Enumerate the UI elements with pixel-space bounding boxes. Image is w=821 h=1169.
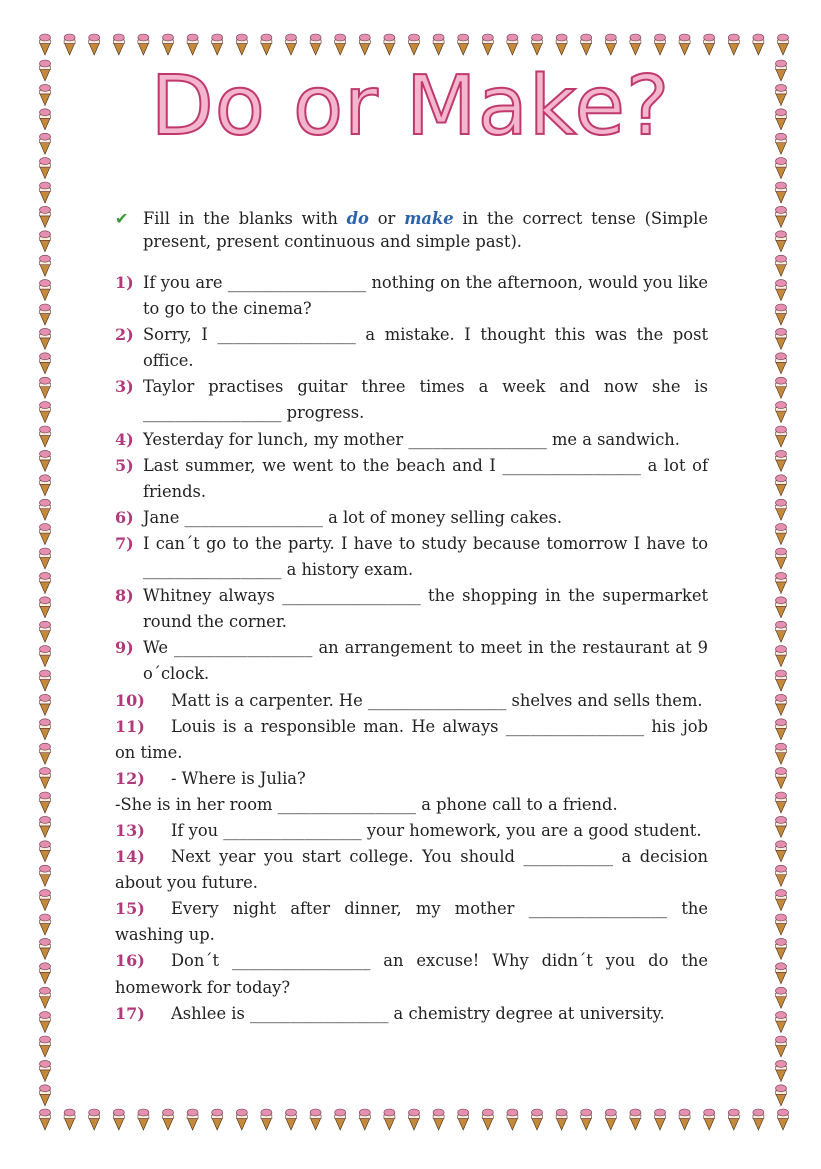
question-number: 2): [115, 325, 134, 345]
question-text: Every night after dinner, my mother _________________ the washing up.: [115, 899, 708, 945]
ice-cream-cone-icon: [776, 377, 787, 398]
ice-cream-cone-icon: [776, 768, 787, 789]
question-number: 4): [115, 429, 134, 449]
ice-cream-cone-icon: [40, 768, 51, 789]
ice-cream-cone-icon: [778, 1109, 789, 1130]
ice-cream-cone-icon: [40, 963, 51, 984]
ice-cream-cone-icon: [40, 841, 51, 862]
question-15: [115, 896, 708, 948]
ice-cream-cone-icon: [776, 158, 787, 179]
ice-cream-cone-icon: [212, 34, 223, 55]
ice-cream-cone-icon: [679, 1109, 690, 1130]
ice-cream-cone-icon: [581, 34, 592, 55]
ice-cream-cone-icon: [776, 987, 787, 1008]
question-number: 3): [115, 377, 134, 397]
ice-cream-cone-icon: [40, 182, 51, 203]
ice-cream-cone-icon: [679, 34, 690, 55]
ice-cream-cone-icon: [40, 719, 51, 740]
ice-cream-cone-icon: [776, 450, 787, 471]
ice-cream-cone-icon: [40, 1012, 51, 1033]
ice-cream-cone-icon: [458, 1109, 469, 1130]
ice-cream-cone-icon: [776, 1085, 787, 1106]
ice-cream-cone-icon: [40, 1036, 51, 1057]
ice-cream-cone-icon: [776, 304, 787, 325]
ice-cream-cone-icon: [89, 1109, 100, 1130]
ice-cream-cone-icon: [776, 548, 787, 569]
ice-cream-cone-icon: [728, 34, 739, 55]
ice-cream-cone-icon: [776, 865, 787, 886]
ice-cream-cone-icon: [776, 1060, 787, 1081]
question-text: -She is in her room _________________ a phone call to a friend.: [115, 794, 618, 814]
question-text: I can´t go to the party. I have to study because tomorrow I have to _________________ a history exam.: [143, 533, 708, 580]
question-number: 7): [115, 533, 134, 553]
ice-cream-cone-icon: [40, 1060, 51, 1081]
ice-cream-cone-icon: [776, 426, 787, 447]
question-9: [115, 635, 708, 687]
question-number: 6): [115, 507, 134, 527]
question-number: 16): [115, 951, 145, 971]
ice-cream-cone-icon: [776, 743, 787, 764]
question-number: 10): [115, 690, 145, 710]
ice-cream-cone-icon: [286, 34, 297, 55]
question-17: [115, 1001, 708, 1027]
ice-cream-cone-icon: [40, 450, 51, 471]
ice-cream-cone-icon: [776, 597, 787, 618]
ice-cream-cone-icon: [458, 34, 469, 55]
ice-cream-cone-icon: [605, 34, 616, 55]
ice-cream-cone-icon: [335, 1109, 346, 1130]
question-12-answer-line: [115, 792, 708, 818]
ice-cream-cone-icon: [40, 987, 51, 1008]
ice-cream-cone-icon: [507, 1109, 518, 1130]
ice-cream-cone-icon: [40, 816, 51, 837]
ice-cream-cone-icon: [776, 353, 787, 374]
ice-cream-cone-icon: [776, 524, 787, 545]
question-4: [115, 427, 708, 453]
ice-cream-cone-icon: [433, 1109, 444, 1130]
ice-cream-cone-icon: [64, 1109, 75, 1130]
ice-cream-cone-icon: [605, 1109, 616, 1130]
page-title: Do or Make?: [150, 59, 671, 154]
ice-cream-cone-icon: [776, 816, 787, 837]
question-text: Last summer, we went to the beach and I _________________ a lot of friends.: [143, 455, 708, 501]
question-3: [115, 374, 708, 426]
question-text: If you are _________________ nothing on the afternoon, would you like to go to the cinema?: [143, 273, 708, 319]
ice-cream-cone-icon: [776, 182, 787, 203]
ice-cream-cone-icon: [40, 597, 51, 618]
ice-cream-cone-icon: [776, 206, 787, 227]
question-number: 11): [115, 716, 145, 736]
ice-cream-cone-icon: [163, 34, 174, 55]
question-16: [115, 948, 708, 1000]
ice-cream-cone-icon: [40, 524, 51, 545]
ice-cream-cone-icon: [261, 1109, 272, 1130]
ice-cream-cone-icon: [581, 1109, 592, 1130]
question-text: Ashlee is _________________ a chemistry degree at university.: [171, 1003, 665, 1023]
ice-cream-cone-icon: [40, 743, 51, 764]
ice-cream-cone-icon: [40, 328, 51, 349]
question-text: We _________________ an arrangement to meet in the restaurant at 9 o´clock.: [143, 638, 708, 684]
ice-cream-cone-icon: [64, 34, 75, 55]
ice-cream-cone-icon: [776, 792, 787, 813]
ice-cream-cone-icon: [776, 402, 787, 423]
question-text: Louis is a responsible man. He always _________________ his job on time.: [115, 716, 708, 762]
ice-cream-cone-icon: [776, 938, 787, 959]
question-number: 9): [115, 638, 134, 658]
ice-cream-cone-icon: [482, 34, 493, 55]
ice-cream-cone-icon: [40, 621, 51, 642]
ice-cream-cone-icon: [40, 280, 51, 301]
ice-cream-cone-icon: [776, 1012, 787, 1033]
ice-cream-cone-icon: [433, 34, 444, 55]
ice-cream-cone-icon: [40, 938, 51, 959]
question-text: Whitney always _________________ the shopping in the supermarket round the corner.: [143, 586, 708, 632]
ice-cream-cone-icon: [778, 34, 789, 55]
ice-cream-cone-icon: [138, 34, 149, 55]
ice-cream-cone-icon: [507, 34, 518, 55]
ice-cream-cone-icon: [776, 255, 787, 276]
ice-cream-cone-icon: [728, 1109, 739, 1130]
ice-cream-cone-icon: [40, 548, 51, 569]
ice-cream-cone-icon: [630, 1109, 641, 1130]
ice-cream-cone-icon: [40, 914, 51, 935]
question-14: [115, 844, 708, 896]
ice-cream-cone-icon: [359, 1109, 370, 1130]
question-2: [115, 322, 708, 374]
question-13: [115, 818, 708, 844]
ice-cream-cone-icon: [704, 1109, 715, 1130]
ice-cream-cone-icon: [630, 34, 641, 55]
question-number: 17): [115, 1003, 145, 1023]
ice-cream-cone-icon: [556, 34, 567, 55]
ice-cream-cone-icon: [163, 1109, 174, 1130]
question-text: Taylor practises guitar three times a week and now she is _________________ progress.: [143, 377, 708, 423]
ice-cream-cone-icon: [776, 841, 787, 862]
question-text: Jane _________________ a lot of money selling cakes.: [143, 507, 562, 527]
ice-cream-cone-icon: [40, 865, 51, 886]
ice-cream-cone-icon: [704, 34, 715, 55]
question-8: [115, 583, 708, 635]
question-6: [115, 505, 708, 531]
ice-cream-cone-icon: [776, 499, 787, 520]
ice-cream-cone-icon: [89, 34, 100, 55]
question-7: [115, 531, 708, 583]
ice-cream-cone-icon: [40, 646, 51, 667]
ice-cream-cone-icon: [776, 914, 787, 935]
ice-cream-cone-icon: [286, 1109, 297, 1130]
ice-cream-cone-icon: [753, 34, 764, 55]
question-11: [115, 714, 708, 766]
question-number: 5): [115, 455, 134, 475]
ice-cream-cone-icon: [261, 34, 272, 55]
ice-cream-cone-icon: [359, 34, 370, 55]
question-text: Next year you start college. You should ___________ a decision about you future.: [115, 847, 708, 893]
question-text: Yesterday for lunch, my mother _________________ me a sandwich.: [143, 429, 680, 449]
ice-cream-cone-icon: [40, 353, 51, 374]
ice-cream-cone-icon: [335, 34, 346, 55]
ice-cream-cone-icon: [113, 34, 124, 55]
question-text: - Where is Julia?: [171, 768, 306, 788]
ice-cream-cone-icon: [482, 1109, 493, 1130]
ice-cream-cone-icon: [310, 1109, 321, 1130]
keyword-make: make: [404, 209, 454, 228]
ice-cream-cone-icon: [187, 34, 198, 55]
question-10: [115, 688, 708, 714]
ice-cream-cone-icon: [40, 206, 51, 227]
ice-cream-cone-icon: [776, 621, 787, 642]
ice-cream-cone-icon: [187, 1109, 198, 1130]
question-text: Sorry, I _________________ a mistake. I thought this was the post office.: [143, 325, 708, 371]
ice-cream-cone-icon: [776, 231, 787, 252]
ice-cream-cone-icon: [40, 572, 51, 593]
check-mark-icon: ✔: [115, 209, 129, 228]
question-number: 12): [115, 768, 145, 788]
question-1: [115, 270, 708, 322]
ice-cream-cone-icon: [138, 1109, 149, 1130]
ice-cream-cone-icon: [113, 1109, 124, 1130]
ice-cream-cone-icon: [776, 1036, 787, 1057]
question-text: If you _________________ your homework, you are a good student.: [171, 820, 702, 840]
ice-cream-cone-icon: [40, 890, 51, 911]
ice-cream-cone-icon: [409, 1109, 420, 1130]
keyword-do: do: [346, 209, 369, 228]
question-number: 1): [115, 273, 134, 292]
ice-cream-cone-icon: [655, 34, 666, 55]
ice-cream-cone-icon: [776, 646, 787, 667]
question-text: Don´t _________________ an excuse! Why didn´t you do the homework for today?: [115, 951, 708, 997]
ice-cream-cone-icon: [40, 426, 51, 447]
question-5: [115, 453, 708, 505]
ice-cream-cone-icon: [532, 1109, 543, 1130]
ice-cream-cone-icon: [655, 1109, 666, 1130]
question-number: 15): [115, 899, 145, 919]
question-12: [115, 766, 708, 792]
ice-cream-cone-icon: [532, 34, 543, 55]
question-text: Matt is a carpenter. He _________________ shelves and sells them.: [171, 690, 703, 710]
ice-cream-cone-icon: [776, 694, 787, 715]
ice-cream-cone-icon: [40, 158, 51, 179]
question-number: 13): [115, 820, 145, 840]
worksheet-content: [115, 207, 708, 1027]
instructions: ✔ Fill in the blanks with do or make in the correct tense (Simple present, present continuous and simple past).: [115, 209, 708, 251]
ice-cream-cone-icon: [776, 670, 787, 691]
ice-cream-cone-icon: [776, 572, 787, 593]
ice-cream-cone-icon: [40, 34, 51, 55]
ice-cream-cone-icon: [310, 34, 321, 55]
ice-cream-cone-icon: [236, 34, 247, 55]
question-number: 8): [115, 586, 134, 606]
ice-cream-cone-icon: [556, 1109, 567, 1130]
ice-cream-cone-icon: [776, 719, 787, 740]
ice-cream-cone-icon: [236, 1109, 247, 1130]
ice-cream-cone-icon: [40, 475, 51, 496]
ice-cream-cone-icon: [384, 1109, 395, 1130]
ice-cream-cone-icon: [40, 377, 51, 398]
ice-cream-cone-icon: [776, 890, 787, 911]
ice-cream-cone-icon: [409, 34, 420, 55]
ice-cream-cone-icon: [40, 670, 51, 691]
ice-cream-cone-icon: [40, 792, 51, 813]
ice-cream-cone-icon: [40, 1109, 51, 1130]
question-number: 14): [115, 847, 145, 867]
ice-cream-cone-icon: [40, 402, 51, 423]
ice-cream-cone-icon: [40, 694, 51, 715]
ice-cream-cone-icon: [753, 1109, 764, 1130]
ice-cream-cone-icon: [40, 231, 51, 252]
ice-cream-cone-icon: [776, 280, 787, 301]
ice-cream-cone-icon: [40, 1085, 51, 1106]
ice-cream-cone-icon: [40, 304, 51, 325]
ice-cream-cone-icon: [384, 34, 395, 55]
ice-cream-cone-icon: [776, 963, 787, 984]
ice-cream-cone-icon: [776, 328, 787, 349]
ice-cream-cone-icon: [212, 1109, 223, 1130]
ice-cream-cone-icon: [40, 499, 51, 520]
ice-cream-cone-icon: [40, 255, 51, 276]
ice-cream-cone-icon: [776, 475, 787, 496]
